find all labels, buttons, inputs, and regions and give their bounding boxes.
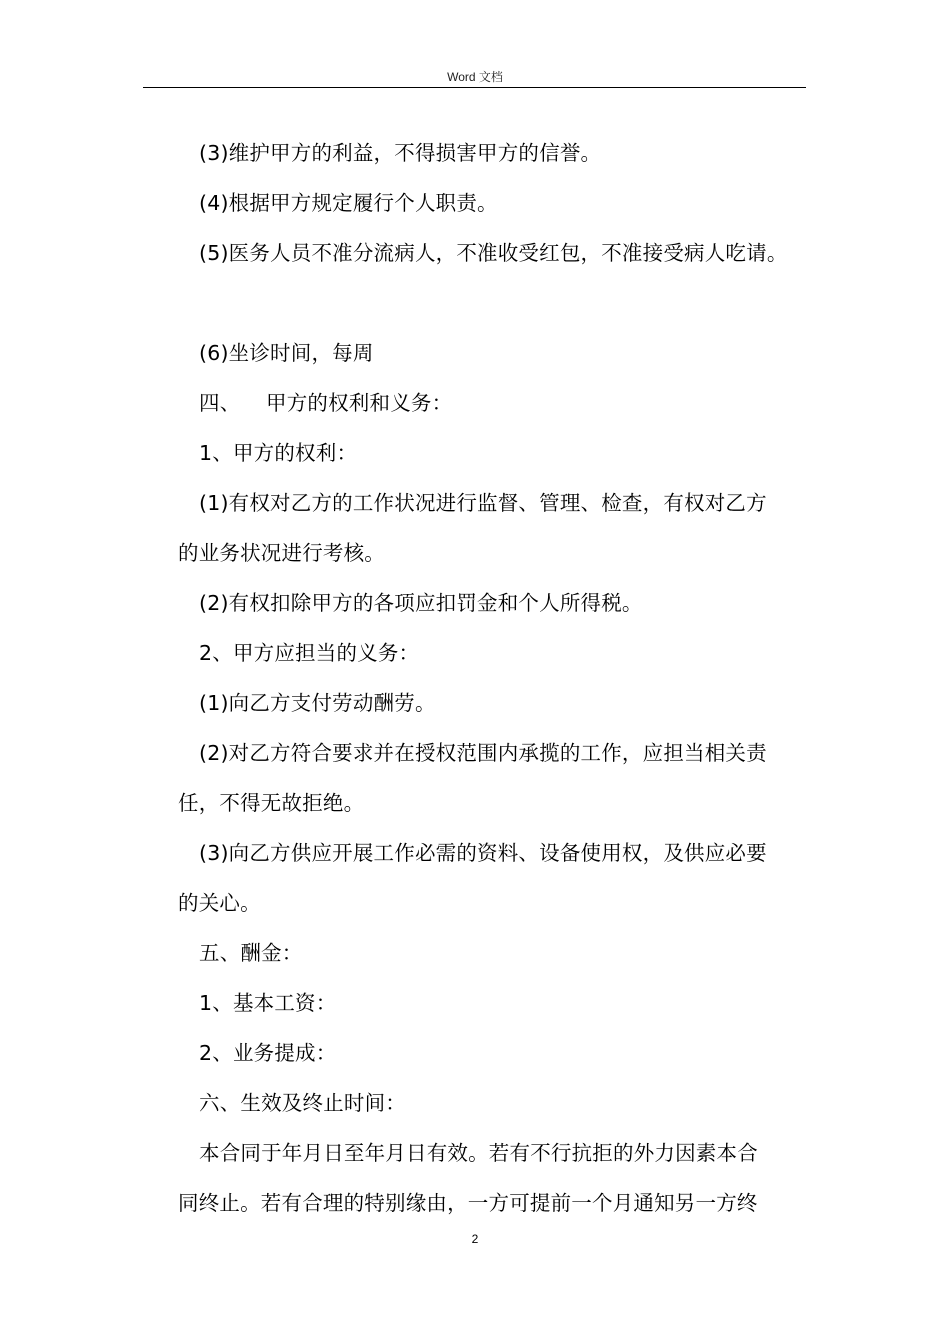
paragraph: (2)有权扣除甲方的各项应扣罚金和个人所得税。 bbox=[199, 591, 643, 615]
paragraph: (3)向乙方供应开展工作必需的资料、设备使用权，及供应必要 bbox=[199, 841, 767, 865]
section-number: 四、 bbox=[199, 391, 241, 415]
document-body bbox=[178, 128, 828, 1228]
page-number: 2 bbox=[471, 1232, 479, 1246]
section-heading bbox=[178, 378, 828, 428]
paragraph: (5)医务人员不准分流病人，不准收受红包，不准接受病人吃请。 bbox=[199, 241, 788, 265]
paragraph: (1)向乙方支付劳动酬劳。 bbox=[199, 691, 436, 715]
paragraph: (1)有权对乙方的工作状况进行监督、管理、检查，有权对乙方 bbox=[199, 491, 767, 515]
subsection-heading: 2、业务提成： bbox=[199, 1041, 337, 1065]
paragraph: 本合同于年月日至年月日有效。若有不行抗拒的外力因素本合 bbox=[199, 1141, 758, 1165]
section-title: 甲方的权利和义务： bbox=[266, 391, 453, 415]
paragraph-continuation: 任，不得无故拒绝。 bbox=[178, 791, 365, 815]
paragraph: (4)根据甲方规定履行个人职责。 bbox=[199, 191, 498, 215]
subsection-heading: 1、甲方的权利： bbox=[199, 441, 358, 465]
header-divider bbox=[143, 87, 806, 88]
paragraph: (2)对乙方符合要求并在授权范围内承揽的工作，应担当相关责 bbox=[199, 741, 767, 765]
paragraph: (6)坐诊时间，每周 bbox=[199, 341, 374, 365]
paragraph: (3)维护甲方的利益，不得损害甲方的信誉。 bbox=[199, 141, 602, 165]
subsection-heading: 2、甲方应担当的义务： bbox=[199, 641, 420, 665]
paragraph-continuation: 的业务状况进行考核。 bbox=[178, 541, 385, 565]
blank-line bbox=[178, 278, 828, 328]
paragraph-continuation: 的关心。 bbox=[178, 891, 261, 915]
section-heading: 五、酬金： bbox=[199, 941, 303, 965]
section-heading: 六、生效及终止时间： bbox=[199, 1091, 406, 1115]
paragraph-continuation: 同终止。若有合理的特别缘由，一方可提前一个月通知另一方终 bbox=[178, 1191, 758, 1215]
subsection-heading: 1、基本工资： bbox=[199, 991, 337, 1015]
page-header-title: Word 文档 bbox=[447, 70, 503, 84]
